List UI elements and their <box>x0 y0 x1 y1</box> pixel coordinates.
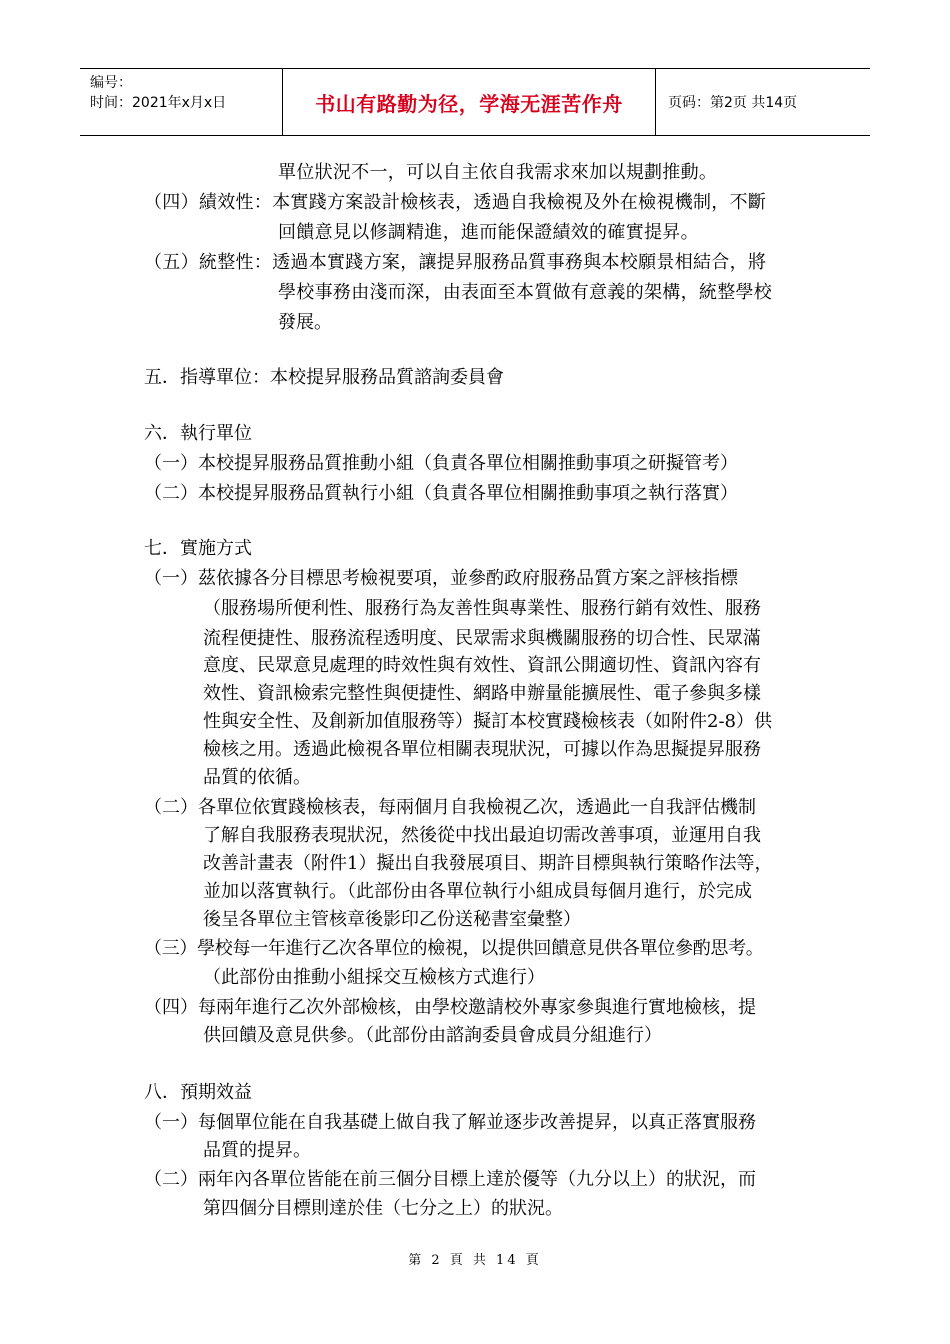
section-heading: 七．實施方式 <box>144 538 252 559</box>
section-heading: 六．執行單位 <box>144 423 252 444</box>
body-line: 檢核之用。透過此檢視各單位相關表現狀況，可據以作為思擬提昇服務 <box>203 739 761 760</box>
body-line: （二）兩年內各單位皆能在前三個分目標上達於優等（九分以上）的狀況，而 <box>144 1169 756 1190</box>
code-label: 编号： <box>90 75 132 91</box>
body-line: 並加以落實執行。（此部份由各單位執行小組成員每個月進行，於完成 <box>203 881 752 902</box>
body-line: （此部份由推動小組採交互檢核方式進行） <box>203 967 545 988</box>
body-line: 第四個分目標則達於佳（七分之上）的狀況。 <box>203 1198 563 1219</box>
body-line: （五）統整性：透過本實踐方案，讓提昇服務品質事務與本校願景相結合，將 <box>144 252 767 273</box>
body-line: 品質的依循。 <box>203 767 311 788</box>
body-line: （服務場所便利性、服務行為友善性與專業性、服務行銷有效性、服務 <box>203 598 761 619</box>
body-line: 了解自我服務表現狀況，然後從中找出最迫切需改善事項，並運用自我 <box>203 825 761 846</box>
body-line: （一）本校提昇服務品質推動小組（負責各單位相關推動事項之研擬管考） <box>144 453 738 474</box>
body-line: 後呈各單位主管核章後影印乙份送秘書室彙整） <box>203 909 581 930</box>
body-line: （一）茲依據各分目標思考檢視要項，並參酌政府服務品質方案之評核指標 <box>144 568 738 589</box>
body-line: 流程便捷性、服務流程透明度、民眾需求與機關服務的切合性、民眾滿 <box>203 628 761 649</box>
section-heading: 八．預期效益 <box>144 1082 252 1103</box>
section-heading: 五．指導單位：本校提昇服務品質諮詢委員會 <box>144 367 504 388</box>
motto: 书山有路勤为径，学海无涯苦作舟 <box>315 91 623 116</box>
body-line: 回饋意見以修調精進，進而能保證績效的確實提昇。 <box>278 222 699 243</box>
body-line: 單位狀況不一，可以自主依自我需求來加以規劃推動。 <box>278 162 718 183</box>
body-line: （四）每兩年進行乙次外部檢核，由學校邀請校外專家參與進行實地檢核，提 <box>144 997 756 1018</box>
header-motto-cell <box>282 69 656 135</box>
body-line: （三）學校每一年進行乙次各單位的檢視，以提供回饋意見供各單位參酌思考。 <box>144 938 764 959</box>
body-line: 學校事務由淺而深，由表面至本質做有意義的架構，統整學校 <box>278 282 773 303</box>
body-line: （二）各單位依實踐檢核表，每兩個月自我檢視乙次，透過此一自我評估機制 <box>144 797 756 818</box>
header-meta <box>80 69 282 135</box>
time-label: 时间：2021年x月x日 <box>90 95 227 111</box>
body-line: 供回饋及意見供參。（此部份由諮詢委員會成員分組進行） <box>203 1025 662 1046</box>
page-footer: 第 2 頁 共 14 頁 <box>408 1253 542 1268</box>
body-line: 意度、民眾意見處理的時效性與有效性、資訊公開適切性、資訊內容有 <box>203 655 761 676</box>
body-line: （二）本校提昇服務品質執行小組（負責各單位相關推動事項之執行落實） <box>144 483 738 504</box>
body-line: 改善計畫表（附件1）擬出自我發展項目、期許目標與執行策略作法等， <box>203 853 773 874</box>
body-line: （一）每個單位能在自我基礎上做自我了解並逐步改善提昇，以真正落實服務 <box>144 1112 756 1133</box>
page-info: 页码：第2页 共14页 <box>668 95 798 111</box>
body-line: 性與安全性、及創新加值服務等）擬訂本校實踐檢核表（如附件2-8）供 <box>203 711 772 732</box>
body-line: 發展。 <box>278 312 332 333</box>
body-line: （四）績效性：本實踐方案設計檢核表，透過自我檢視及外在檢視機制，不斷 <box>144 192 767 213</box>
body-line: 效性、資訊檢索完整性與便捷性、網路申辦量能擴展性、電子參與多樣 <box>203 683 761 704</box>
body-line: 品質的提昇。 <box>203 1140 311 1161</box>
page-header <box>80 68 870 136</box>
